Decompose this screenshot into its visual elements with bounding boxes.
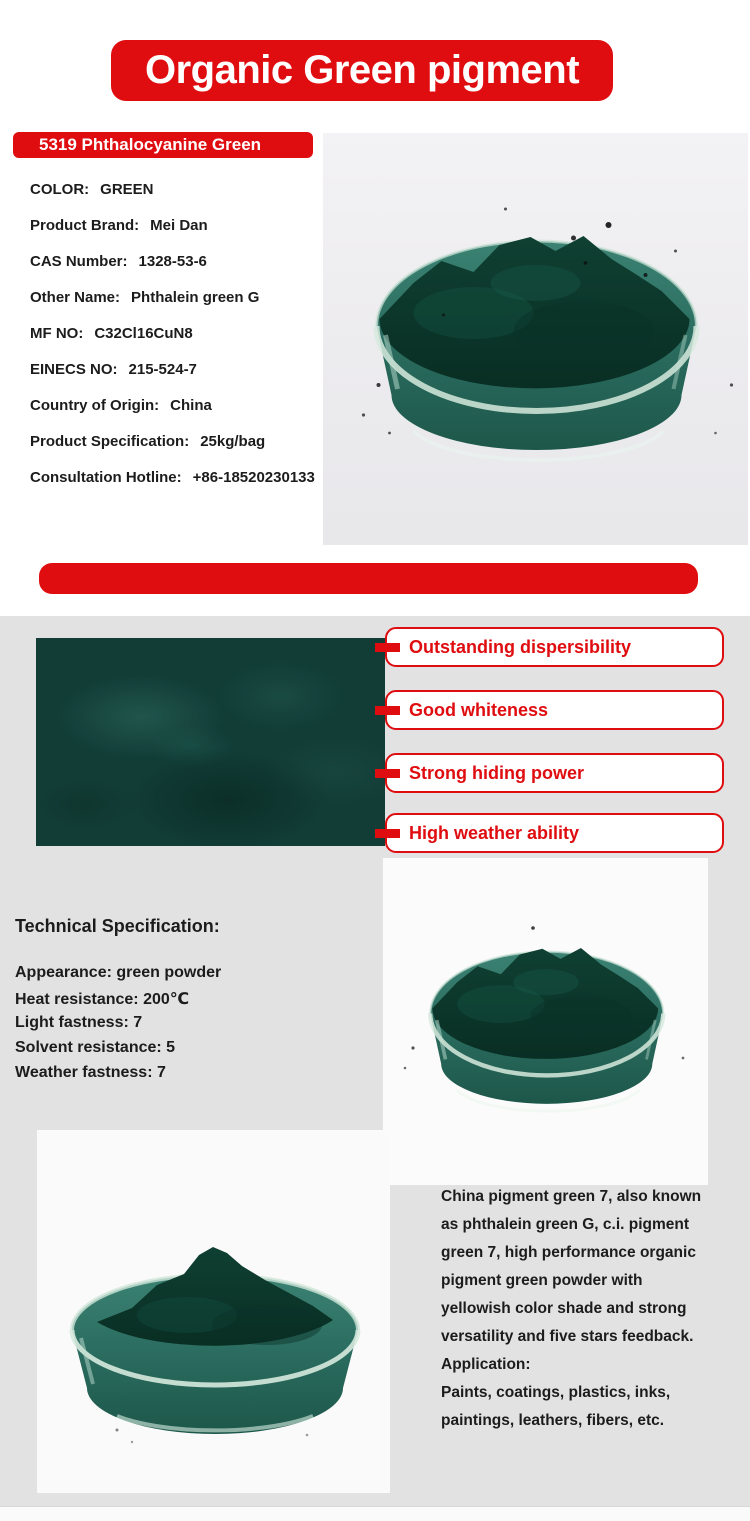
spec-label: EINECS NO: — [30, 361, 118, 378]
spec-value: Mei Dan — [150, 217, 208, 234]
spec-product-specification — [30, 433, 330, 469]
spec-consultation-hotline — [30, 469, 330, 505]
product-photo-dish-3 — [37, 1130, 390, 1493]
product-description — [441, 1183, 748, 1435]
description-line: green 7, high performance organic — [441, 1244, 696, 1261]
product-photo-dish-2 — [383, 858, 708, 1185]
spec-label: Consultation Hotline: — [30, 469, 182, 486]
petri-dish-illustration — [323, 133, 748, 545]
red-dash-marker — [375, 769, 400, 778]
technical-spec-heading: Technical Specification: — [15, 916, 220, 936]
feature-weather-ability — [385, 813, 724, 853]
spec-label: MF NO: — [30, 325, 84, 342]
description-line: yellowish color shade and strong — [441, 1300, 687, 1317]
red-divider-bar — [39, 563, 698, 594]
product-photo-main — [323, 133, 748, 545]
bottom-strip — [0, 1506, 750, 1521]
description-application-heading: Application: — [441, 1356, 531, 1373]
spec-cas-number — [30, 253, 330, 289]
spec-value: Phthalein green G — [131, 289, 260, 306]
tech-light-fastness: Light fastness: 7 — [15, 1014, 143, 1031]
red-dash-marker — [375, 706, 400, 715]
description-line: paintings, leathers, fibers, etc. — [441, 1412, 665, 1429]
pigment-texture-image — [36, 638, 385, 846]
spec-label: Country of Origin: — [30, 397, 160, 414]
feature-label: Outstanding dispersibility — [409, 637, 632, 657]
title-banner — [111, 40, 613, 101]
product-series-badge — [13, 132, 313, 158]
description-line: China pigment green 7, also known — [441, 1188, 702, 1205]
feature-dispersibility — [385, 627, 724, 667]
spec-value: 25kg/bag — [200, 433, 266, 450]
tech-appearance: Appearance: green powder — [15, 964, 222, 981]
petri-dish-illustration — [383, 858, 708, 1185]
spec-country-of-origin — [30, 397, 330, 433]
page-title: Organic Green pigment — [144, 48, 580, 92]
feature-label: Strong hiding power — [409, 763, 584, 783]
description-line: versatility and five stars feedback. — [441, 1328, 694, 1345]
red-dash-marker — [375, 829, 400, 838]
feature-hiding-power — [385, 753, 724, 793]
spec-label: Other Name: — [30, 289, 121, 306]
spec-einecs-no — [30, 361, 330, 397]
red-dash-marker — [375, 643, 400, 652]
spec-value: C32Cl16CuN8 — [94, 325, 193, 342]
spec-value: +86-18520230133 — [192, 469, 315, 486]
spec-value: China — [170, 397, 212, 414]
feature-label: High weather ability — [409, 823, 580, 843]
spec-other-name — [30, 289, 330, 325]
spec-label: Product Brand: — [30, 217, 140, 234]
description-line: Paints, coatings, plastics, inks, — [441, 1384, 671, 1401]
spec-brand — [30, 217, 330, 253]
spec-value: 1328-53-6 — [138, 253, 207, 270]
series-badge-label: 5319 Phthalocyanine Green — [39, 135, 262, 154]
tech-heat-resistance: Heat resistance: 200℃ — [15, 991, 190, 1008]
spec-label: CAS Number: — [30, 253, 128, 270]
spec-label: Product Specification: — [30, 433, 190, 450]
tech-weather-fastness: Weather fastness: 7 — [15, 1064, 166, 1081]
petri-dish-illustration — [37, 1130, 390, 1493]
description-line: pigment green powder with — [441, 1272, 643, 1289]
tech-solvent-resistance: Solvent resistance: 5 — [15, 1039, 176, 1056]
description-line: as phthalein green G, c.i. pigment — [441, 1216, 690, 1233]
feature-whiteness — [385, 690, 724, 730]
spec-mf-no — [30, 325, 330, 361]
spec-value: GREEN — [100, 181, 154, 198]
feature-label: Good whiteness — [409, 700, 549, 720]
spec-value: 215-524-7 — [128, 361, 197, 378]
spec-label: COLOR: — [30, 181, 90, 198]
product-spec-list — [30, 181, 330, 505]
technical-spec-list — [15, 964, 221, 1089]
spec-color — [30, 181, 330, 217]
